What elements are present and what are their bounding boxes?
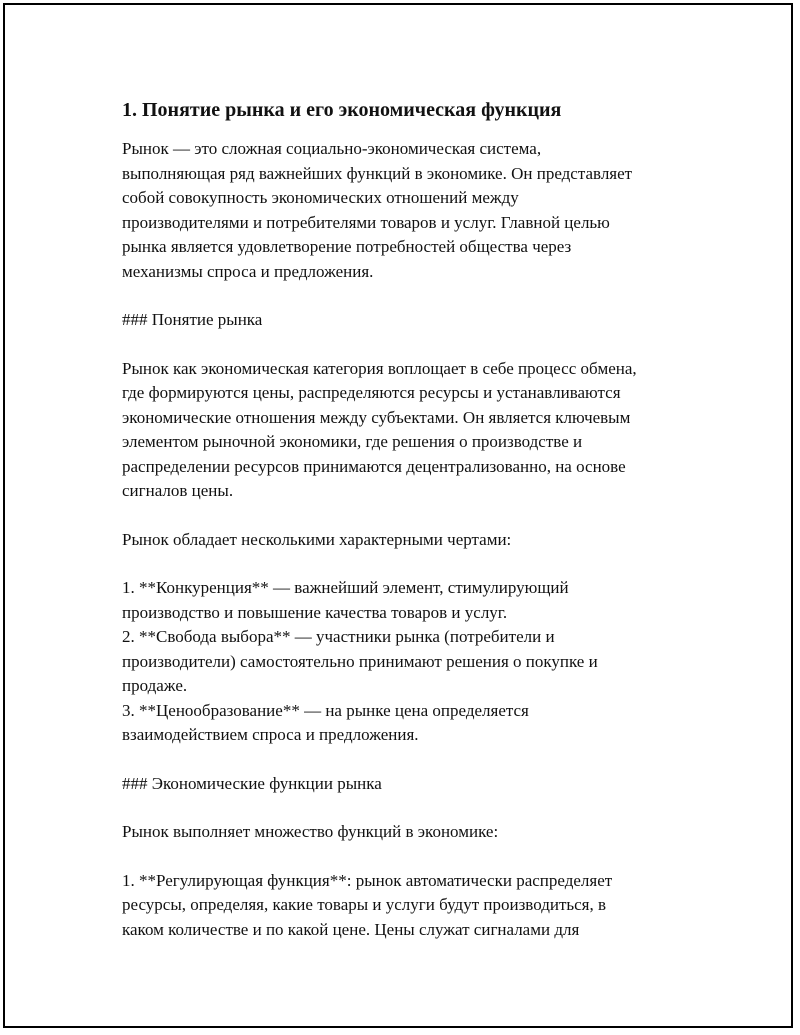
text-line: ресурсы, определяя, какие товары и услуги будут производиться, в xyxy=(122,895,607,914)
paragraph xyxy=(122,357,722,504)
text-line: производители) самостоятельно принимают решения о покупке и xyxy=(122,651,598,671)
paragraph xyxy=(122,137,722,284)
text-line: ### Понятие рынка xyxy=(122,310,263,329)
paragraph xyxy=(122,869,722,943)
text-line: 3. **Ценообразование** — на рынке цена определяется xyxy=(122,700,529,720)
text-line: Рынок — это сложная социально-экономическая система, xyxy=(122,139,542,158)
text-line: выполняющая ряд важнейших функций в экономике. Он представляет xyxy=(122,163,633,183)
text-line: производителями и потребителями товаров и услуг. Главной целью xyxy=(122,212,610,232)
document-title: 1. Понятие рынка и его экономическая функция xyxy=(122,99,562,121)
paragraph xyxy=(122,772,722,797)
document-body xyxy=(122,97,722,966)
text-line: 1. **Конкуренция** — важнейший элемент, стимулирующий xyxy=(122,578,569,597)
text-line: собой совокупность экономических отношений между xyxy=(122,188,519,207)
text-line: ### Экономические функции рынка xyxy=(122,773,382,793)
paragraph xyxy=(122,528,722,553)
text-line: экономические отношения между субъектами. Он является ключевым xyxy=(122,407,631,427)
text-line: элементом рыночной экономики, где решения о производстве и xyxy=(122,432,583,451)
text-line: продаже. xyxy=(122,676,188,695)
paragraphs-container xyxy=(122,137,722,942)
text-line: 1. **Регулирующая функция**: рынок автоматически распределяет xyxy=(122,870,613,890)
text-line: производство и повышение качества товаров и услуг. xyxy=(122,602,508,622)
text-line: распределении ресурсов принимаются децентрализованно, на основе xyxy=(122,456,626,476)
text-line: взаимодействием спроса и предложения. xyxy=(122,725,419,744)
page-frame xyxy=(3,3,793,1028)
text-line: Рынок обладает несколькими характерными чертами: xyxy=(122,529,512,549)
paragraph xyxy=(122,308,722,333)
text-line: рынка является удовлетворение потребностей общества через xyxy=(122,237,572,256)
text-line: Рынок как экономическая категория воплощает в себе процесс обмена, xyxy=(122,358,637,378)
text-line: 2. **Свобода выбора** — участники рынка (потребители и xyxy=(122,627,555,646)
text-line: сигналов цены. xyxy=(122,481,234,500)
paragraph xyxy=(122,820,722,845)
text-line: Рынок выполняет множество функций в экономике: xyxy=(122,822,499,841)
paragraph xyxy=(122,576,722,748)
text-line: каком количестве и по какой цене. Цены служат сигналами для xyxy=(122,919,580,939)
text-line: где формируются цены, распределяются ресурсы и устанавливаются xyxy=(122,383,621,402)
text-line: механизмы спроса и предложения. xyxy=(122,261,374,281)
